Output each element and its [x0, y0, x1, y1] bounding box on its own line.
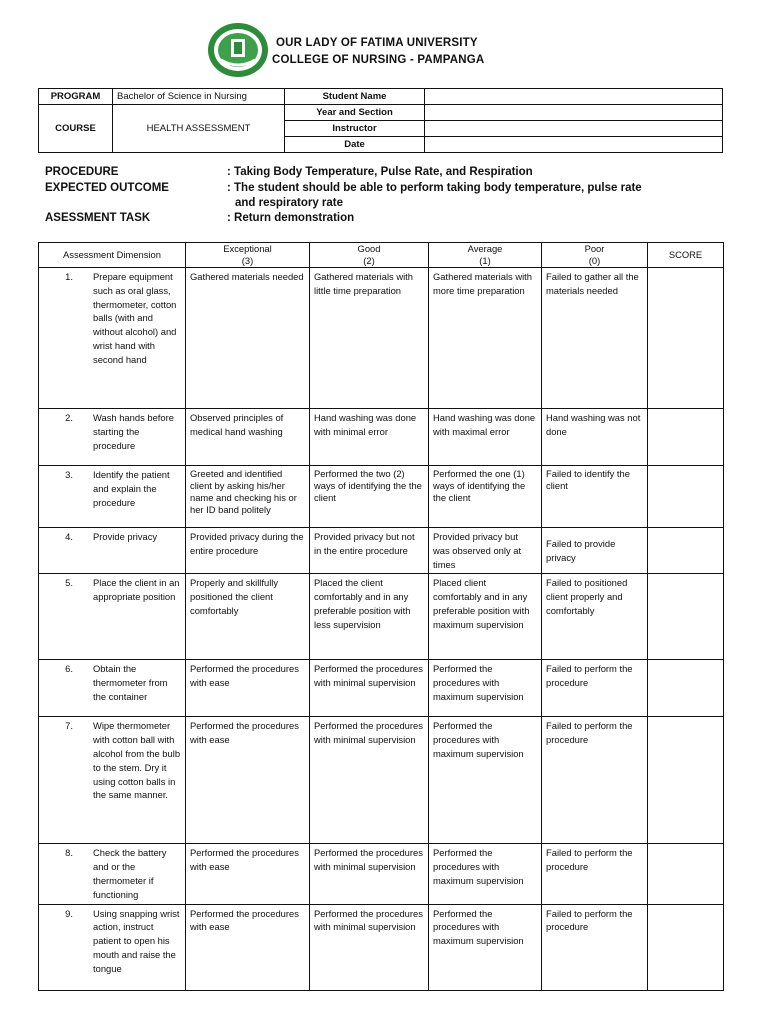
row-exceptional: Properly and skillfully positioned the client comfortably [186, 574, 310, 660]
row-number: 2. [65, 412, 73, 423]
row-exceptional: Performed the procedures with ease [186, 660, 310, 717]
row-number: 9. [65, 907, 73, 919]
row-poor: Failed to perform the procedure [542, 717, 648, 844]
procedure-value: : Taking Body Temperature, Pulse Rate, and Respiration [227, 166, 533, 178]
row-exceptional: Performed the procedures with ease [186, 717, 310, 844]
row-good: Performed the procedures with minimal supervision [310, 660, 429, 717]
row-good: Performed the two (2) ways of identifying the the client [310, 466, 429, 528]
row-good: Performed the procedures with minimal supervision [310, 717, 429, 844]
row-poor: Failed to perform the procedure [542, 844, 648, 904]
date-field[interactable] [425, 137, 723, 153]
course-label: COURSE [39, 105, 113, 153]
row-dimension: Prepare equipment such as oral glass, thermometer, cotton balls (with and without alcohol) and wrist hand with second hand [93, 271, 177, 365]
program-label: PROGRAM [39, 89, 113, 105]
student-name-label: Student Name [285, 89, 425, 105]
task-value: : Return demonstration [227, 212, 355, 224]
header-score: SCORE [648, 243, 724, 268]
rubric-row [39, 268, 724, 409]
row-exceptional: Performed the procedures with ease [186, 844, 310, 904]
rubric-header-row [39, 243, 724, 268]
row-dimension: Identify the patient and explain the procedure [93, 469, 170, 508]
row-poor: Failed to perform the procedure [542, 904, 648, 990]
row-poor: Failed to perform the procedure [542, 660, 648, 717]
row-good: Placed the client comfortably and in any preferable position with less supervision [310, 574, 429, 660]
row-dimension: Wash hands before starting the procedure [93, 412, 174, 451]
university-seal-icon [207, 22, 269, 78]
program-value: Bachelor of Science in Nursing [113, 89, 285, 105]
procedure-label: PROCEDURE [45, 166, 119, 178]
row-dimension: Check the battery and or the thermometer if functioning [93, 847, 167, 900]
row-poor: Failed to identify the client [542, 466, 648, 528]
row-good: Provided privacy but not in the entire procedure [310, 528, 429, 574]
rubric-row [39, 409, 724, 466]
row-exceptional: Gathered materials needed [186, 268, 310, 409]
assessment-rubric-table [38, 242, 724, 991]
row-poor: Hand washing was not done [542, 409, 648, 466]
header-average: Average (1) [429, 243, 542, 268]
rubric-row [39, 844, 724, 904]
rubric-row [39, 660, 724, 717]
student-info-table [38, 88, 723, 153]
row-average: Provided privacy but was observed only at times [429, 528, 542, 574]
row-poor: Failed to positioned client properly and comfortably [542, 574, 648, 660]
row-dimension: Obtain the thermometer from the container [93, 663, 168, 702]
college-name: COLLEGE OF NURSING - PAMPANGA [272, 54, 485, 66]
row-score-field[interactable] [648, 574, 724, 660]
row-average: Placed client comfortably and in any preferable position with maximum supervision [429, 574, 542, 660]
year-section-label: Year and Section [285, 105, 425, 121]
outcome-value-cont: and respiratory rate [235, 197, 344, 209]
row-average: Performed the procedures with maximum supervision [429, 904, 542, 990]
row-exceptional: Provided privacy during the entire procedure [186, 528, 310, 574]
row-score-field[interactable] [648, 268, 724, 409]
date-label: Date [285, 137, 425, 153]
row-good: Performed the procedures with minimal supervision [310, 844, 429, 904]
rubric-row [39, 466, 724, 528]
header-good: Good (2) [310, 243, 429, 268]
rubric-row [39, 528, 724, 574]
header-exceptional: Exceptional (3) [186, 243, 310, 268]
row-poor: Failed to gather all the materials needed [542, 268, 648, 409]
row-average: Hand washing was done with maximal error [429, 409, 542, 466]
row-dimension: Using snapping wrist action, instruct patient to open his mouth and raise the tongue [93, 907, 180, 974]
row-score-field[interactable] [648, 466, 724, 528]
row-average: Performed the procedures with maximum supervision [429, 844, 542, 904]
rubric-row [39, 574, 724, 660]
row-score-field[interactable] [648, 528, 724, 574]
row-average: Gathered materials with more time preparation [429, 268, 542, 409]
student-name-field[interactable] [425, 89, 723, 105]
row-number: 3. [65, 469, 73, 480]
row-exceptional: Performed the procedures with ease [186, 904, 310, 990]
year-section-field[interactable] [425, 105, 723, 121]
header-dimension: Assessment Dimension [39, 243, 186, 268]
instructor-field[interactable] [425, 121, 723, 137]
row-dimension: Place the client in an appropriate position [93, 577, 180, 603]
instructor-label: Instructor [285, 121, 425, 137]
row-number: 1. [65, 271, 73, 282]
row-poor: Failed to provide privacy [542, 528, 648, 574]
row-average: Performed the one (1) ways of identifying the the client [429, 466, 542, 528]
row-dimension: Provide privacy [93, 531, 158, 542]
row-dimension: Wipe thermometer with cotton ball with alcohol from the bulb to the stem. Dry it using cotton balls in the same manner. [93, 720, 181, 801]
rubric-row [39, 904, 724, 990]
row-number: 5. [65, 577, 73, 589]
row-score-field[interactable] [648, 844, 724, 904]
rubric-row [39, 717, 724, 844]
row-number: 4. [65, 531, 73, 542]
header-poor: Poor (0) [542, 243, 648, 268]
row-number: 8. [65, 847, 73, 859]
task-label: ASESSMENT TASK [45, 212, 151, 224]
row-score-field[interactable] [648, 717, 724, 844]
row-good: Performed the procedures with minimal supervision [310, 904, 429, 990]
row-exceptional: Observed principles of medical hand washing [186, 409, 310, 466]
row-average: Performed the procedures with maximum supervision [429, 717, 542, 844]
row-good: Hand washing was done with minimal error [310, 409, 429, 466]
university-name: OUR LADY OF FATIMA UNIVERSITY [276, 37, 478, 49]
row-number: 7. [65, 720, 73, 732]
outcome-value: : The student should be able to perform taking body temperature, pulse rate [227, 182, 642, 194]
row-average: Performed the procedures with maximum supervision [429, 660, 542, 717]
row-good: Gathered materials with little time preparation [310, 268, 429, 409]
outcome-label: EXPECTED OUTCOME [45, 182, 169, 194]
row-score-field[interactable] [648, 660, 724, 717]
row-number: 6. [65, 663, 73, 675]
course-value: HEALTH ASSESSMENT [113, 105, 285, 153]
row-score-field[interactable] [648, 904, 724, 990]
row-exceptional: Greeted and identified client by asking his/her name and checking his or her ID band politely [186, 466, 310, 528]
row-score-field[interactable] [648, 409, 724, 466]
